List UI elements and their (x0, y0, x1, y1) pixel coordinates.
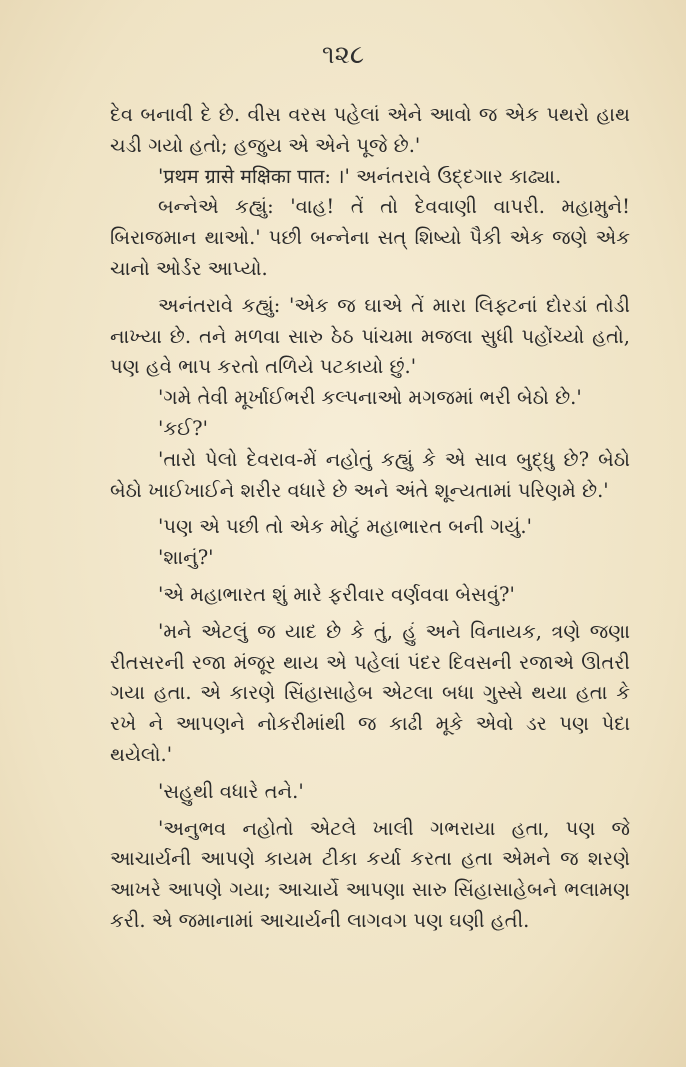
paragraph: દેવ બનાવી દે છે. વીસ વરસ પહેલાં એને આવો જ એક પથરો હાથ ચડી ગયો હતો; હજુય એ એને પૂજે છે.' (110, 103, 630, 157)
page-number: ૧૨૮ (321, 40, 365, 70)
paragraph: 'કઈ?' (158, 416, 208, 440)
paragraph: 'તારો પેલો દેવરાવ-મેં નહોતું કહ્યું કે એ સાવ બુદ્ધુ છે? બેઠો બેઠો ખાઈખાઈને શરીર વધારે છે અને અંતે શૂન્યતામાં પરિણમે છે.' (110, 447, 630, 502)
paragraph: 'મને એટલું જ યાદ છે કે તું, હું અને વિનાયક, ત્રણે જણા રીતસરની રજા મંજૂર થાય એ પહેલાં પંદર દિવસની રજાએ ઊતરી ગયા હતા. એ કારણે સિંહાસાહેબ એટલા બધા ગુસ્સે થયા હતા કે રખે ને આપણને નોકરીમાંથી જ કાઢી મૂકે એવો ડર પણ પેદા થયેલો.' (110, 619, 630, 766)
paragraph: 'પણ એ પછી તો એક મોટું મહાભારત બની ગયું.' (158, 515, 532, 539)
paragraph: 'એ મહાભારત શું મારે ફરીવાર વર્ણવવા બેસવું?' (158, 582, 515, 606)
paragraph: 'ગમે તેવી મૂર્ખાઈભરી કલ્પનાઓ મગજમાં ભરી બેઠો છે.' (158, 386, 582, 410)
paragraph: 'સહુથી વધારે તને.' (158, 779, 304, 803)
paragraph: બન્નેએ કહ્યું: 'વાહ! તેં તો દેવવાણી વાપરી. મહામુને! બિરાજમાન થાઓ.' પછી બન્નેના સત્ શિષ્યો પૈકી એક જણે એક ચાનો ઓર્ડર આપ્યો. (110, 195, 630, 280)
body-text (110, 100, 630, 937)
paragraph: 'અનુભવ નહોતો એટલે ખાલી ગભરાયા હતા, પણ જે આચાર્યની આપણે કાયમ ટીકા કર્યા કરતા હતા એમને જ શરણે આખરે આપણે ગયા; આચાર્યે આપણા સારુ સિંહાસાહેબને ભલામણ કરી. એ જમાનામાં આચાર્યની લાગવગ પણ ઘણી હતી. (110, 816, 630, 932)
paragraph: અનંતરાવે કહ્યું: 'એક જ ઘાએ તેં મારા લિફ્ટનાં દોરડાં તોડી નાખ્યા છે. તને મળવા સારુ ઠેઠ પાંચમા મજલા સુધી પહોંચ્યો હતો, પણ હવે ભાપ કરતો તળિયે પટકાયો છું.' (110, 293, 630, 379)
paragraph: 'प्रथम ग्रासे मक्षिका पात: ।' અનંતરાવે ઉદ્દગાર કાઢ્યા. (158, 164, 562, 188)
paragraph: 'શાનું?' (158, 546, 214, 570)
